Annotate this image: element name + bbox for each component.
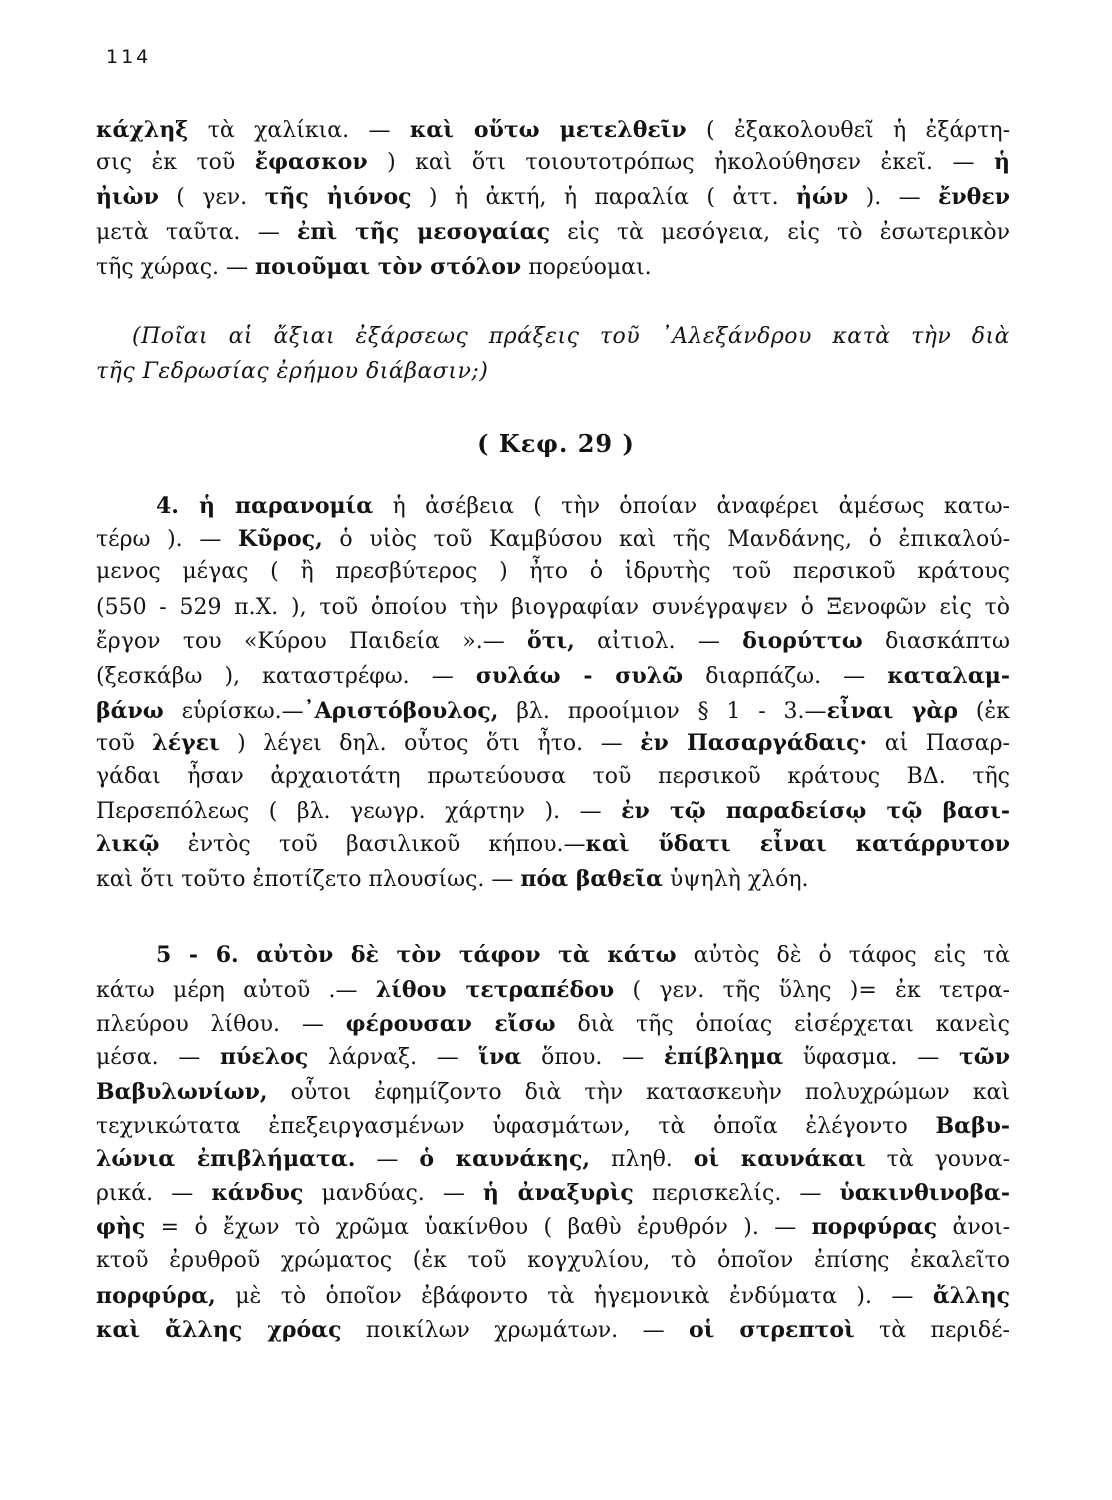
text-line <box>96 145 1010 179</box>
lemma: ἠιὼν <box>96 184 159 210</box>
gloss-text: αὐτὸς δὲ ὁ τάφος εἰς τὰ <box>676 943 1010 968</box>
gloss-text: ἔργον του «Κύρου Παιδεία ».— <box>96 629 528 654</box>
lemma: 4. ἡ παρανομία <box>156 493 374 519</box>
text-line <box>96 1279 1010 1313</box>
gloss-text: Περσεπόλεως ( βλ. γεωγρ. χάρτην ). — <box>96 799 622 824</box>
lemma: καὶ ἄλλης χρόας <box>96 1317 342 1343</box>
gloss-text: σις ἐκ τοῦ <box>96 150 255 175</box>
page-number: 114 <box>106 46 152 68</box>
gloss-text: ἐντὸς τοῦ βασιλικοῦ κήπου.— <box>159 832 586 857</box>
gloss-text: ( γεν. τῆς ὕλης )= ἐκ τετρα- <box>614 978 1010 1003</box>
text-line <box>96 113 1010 147</box>
gloss-text: ρικά. — <box>96 1181 212 1206</box>
lemma: ὅτι, <box>527 628 575 654</box>
gloss-text: ) καὶ ὅτι τοιουτοτρόπως ἠκολούθησεν ἐκεῖ. — <box>367 150 994 175</box>
text-line <box>96 250 1010 284</box>
lemma: λίθου τετραπέδου <box>375 977 615 1003</box>
gloss-text: ὅπου. — <box>521 1045 664 1070</box>
text-line <box>96 726 1010 760</box>
lemma: ἐν Πασαργάδαις· <box>640 730 868 756</box>
gloss-text: κάτω μέρη αὐτοῦ .— <box>96 978 376 1003</box>
lemma: εἶναι γὰρ <box>826 698 959 724</box>
gloss-text: ὕφασμα. — <box>783 1045 959 1070</box>
lemma: καταλαμ- <box>887 663 1011 689</box>
gloss-text: περισκελίς. — <box>633 1181 840 1206</box>
lemma: ᾿Αριστόβουλος, <box>303 698 499 724</box>
lemma: ἐν τῷ παραδείσῳ τῷ βασι- <box>621 798 1011 824</box>
lemma: ἵνα <box>478 1044 522 1070</box>
question-text: τῆς Γεδρωσίας ἐρήμου διάβασιν;) <box>96 359 489 384</box>
gloss-text: τὰ γουνα- <box>865 1147 1011 1172</box>
lemma: ἡ ἀναξυρὶς <box>482 1180 634 1206</box>
gloss-text: εἰς τὰ μεσόγεια, εἰς τὸ ἐσωτερικὸν <box>549 220 1010 245</box>
text-line <box>96 215 1010 249</box>
text-line <box>96 355 1010 389</box>
text-line <box>156 489 1010 523</box>
text-line <box>96 760 1010 794</box>
gloss-text: ὑψηλὴ χλόη. <box>662 867 809 892</box>
gloss-text: πλεύρου λίθου. — <box>96 1012 346 1037</box>
gloss-text: μενος μέγας ( ἢ πρεσβύτερος ) ἦτο ὁ ἱδρυτὴς τοῦ περσικοῦ κράτους <box>96 559 1010 584</box>
lemma: φὴς <box>96 1214 146 1240</box>
gloss-text: = ὁ ἔχων τὸ χρῶμα ὑακίνθου ( βαθὺ ἐρυθρόν ). — <box>145 1215 812 1240</box>
gloss-text: μετὰ ταῦτα. — <box>96 220 297 245</box>
lemma: λικῷ <box>96 831 160 857</box>
lemma: πόα βαθεῖα <box>520 866 663 892</box>
lemma: ἐπὶ τῆς μεσογαίας <box>296 219 550 245</box>
lemma: πύελος <box>220 1044 309 1070</box>
lemma: κάχληξ <box>96 117 189 143</box>
text-line <box>96 1176 1010 1210</box>
gloss-text: τοῦ <box>96 731 153 756</box>
text-line <box>96 973 1010 1007</box>
gloss-text: ὁ υἱὸς τοῦ Καμβύσου καὶ τῆς Μανδάνης, ὁ ἐπικαλού- <box>322 527 1011 552</box>
gloss-text: γάδαι ἦσαν ἀρχαιοτάτη πρωτεύουσα τοῦ περσικοῦ κράτους ΒΔ. τῆς <box>96 764 1010 789</box>
gloss-text: εὑρίσκω.— <box>163 699 304 724</box>
gloss-text: μέσα. — <box>96 1045 221 1070</box>
gloss-text: μανδύας. — <box>303 1181 483 1206</box>
gloss-text: τεχνικώτατα ἐπεξειργασμένων ὑφασμάτων, τὰ ὁποῖα ἐλέγοντο <box>96 1114 936 1139</box>
gloss-text: τέρω ). — <box>96 527 239 552</box>
text-line <box>96 555 1010 589</box>
text-line <box>156 938 1010 972</box>
gloss-text: (ἐκ <box>958 699 1010 724</box>
gloss-text: αἰτιολ. — <box>574 629 743 654</box>
text-line <box>96 1313 1010 1347</box>
gloss-text: πληθ. <box>590 1147 694 1172</box>
gloss-text: ποικίλων χρωμάτων. — <box>341 1318 689 1343</box>
lemma: ἡ <box>994 149 1010 175</box>
lemma: βάνω <box>96 698 164 724</box>
lemma: 5 - 6. αὐτὸν δὲ τὸν τάφον τὰ κάτω <box>156 942 677 968</box>
lemma: ποιοῦμαι τὸν στόλον <box>255 254 522 280</box>
gloss-text: ἡ ἀσέβεια ( τὴν ὁποίαν ἀναφέρει ἀμέσως κατω- <box>373 494 1010 519</box>
lemma: Κῦρος, <box>238 526 323 552</box>
gloss-text: μὲ τὸ ὁποῖον ἐβάφοντο τὰ ἡγεμονικὰ ἐνδύματα ). — <box>215 1284 933 1309</box>
lemma: φέρουσαν εἴσω <box>345 1011 556 1037</box>
lemma: τῆς ἠιόνος <box>264 184 412 210</box>
text-line <box>96 1142 1010 1176</box>
lemma: ἄλλης <box>932 1283 1010 1309</box>
lemma: καὶ οὕτω μετελθεῖν <box>409 117 687 143</box>
lemma: τῶν <box>959 1044 1011 1070</box>
lemma: ἔφασκον <box>254 149 368 175</box>
gloss-text: (550 - 529 π.Χ. ), τοῦ ὁποίου τὴν βιογραφίαν συνέγραψεν ὁ Ξενοφῶν εἰς τὸ <box>96 595 1010 620</box>
gloss-text: λάρναξ. — <box>308 1045 479 1070</box>
lemma: λέγει <box>152 730 220 756</box>
text-line <box>96 624 1010 658</box>
gloss-text: τὰ περιδέ- <box>854 1318 1010 1343</box>
lemma: ἔνθεν <box>938 184 1010 210</box>
lemma: διορύττω <box>742 628 863 654</box>
text-line <box>96 522 1010 556</box>
text-line <box>132 320 1010 354</box>
gloss-text: βλ. προοίμιον § 1 - 3.— <box>498 699 827 724</box>
gloss-text: τῆς χώρας. — <box>96 255 256 280</box>
lemma: ἠών <box>796 184 849 210</box>
gloss-text: (ξεσκάβω ), καταστρέφω. — <box>96 664 476 689</box>
text-line <box>96 1075 1010 1109</box>
lemma: πορφύρα, <box>96 1283 216 1309</box>
lemma: ὁ καυνάκης, <box>419 1146 591 1172</box>
text-line <box>96 1040 1010 1074</box>
text-line <box>96 827 1010 861</box>
text-line <box>96 862 1010 896</box>
gloss-text: καὶ ὅτι τοῦτο ἐποτίζετο πλουσίως. — <box>96 867 521 892</box>
lemma: οἱ καυνάκαι <box>693 1146 866 1172</box>
gloss-text: διαρπάζω. — <box>683 664 888 689</box>
gloss-text: διὰ τῆς ὁποίας εἰσέρχεται κανεὶς <box>555 1012 1010 1037</box>
text-line <box>96 1109 1010 1143</box>
lemma: Βαβυλωνίων, <box>96 1079 268 1105</box>
lemma: οἱ στρεπτοὶ <box>688 1317 855 1343</box>
gloss-text: ) ἡ ἀκτή, ἡ παραλία ( ἀττ. <box>411 185 796 210</box>
gloss-text: ). — <box>848 185 939 210</box>
lemma: ὑακινθινοβα- <box>839 1180 1010 1206</box>
gloss-text: πορεύομαι. <box>521 255 652 280</box>
chapter-heading: ( Κεφ. 29 ) <box>477 429 635 458</box>
lemma: κάνδυς <box>211 1180 304 1206</box>
gloss-text: τὰ χαλίκια. — <box>188 118 410 143</box>
gloss-text: ) λέγει δηλ. οὗτος ὅτι ἦτο. — <box>219 731 641 756</box>
text-line <box>96 1007 1010 1041</box>
question-text: (Ποῖαι αἱ ἄξιαι ἐξάρσεως πράξεις τοῦ ᾿Αλεξάνδρου κατὰ τὴν διὰ <box>132 324 1010 349</box>
gloss-text: — <box>355 1147 420 1172</box>
lemma: καὶ ὕδατι εἶναι κατάρρυτον <box>585 831 1010 857</box>
text-line <box>96 659 1010 693</box>
gloss-text: ( ἐξακολουθεῖ ἡ ἐξάρτη- <box>686 118 1011 143</box>
lemma: συλάω - συλῶ <box>475 663 684 689</box>
lemma: λώνια ἐπιβλήματα. <box>96 1146 356 1172</box>
lemma: ἐπίβλημα <box>663 1044 784 1070</box>
lemma: πορφύρας <box>811 1214 938 1240</box>
gloss-text: διασκάπτω <box>862 629 1010 654</box>
gloss-text: ἀνοι- <box>937 1215 1010 1240</box>
text-line <box>96 591 1010 625</box>
lemma: Βαβυ- <box>935 1113 1010 1139</box>
text-line <box>96 694 1010 728</box>
gloss-text: ( γεν. <box>158 185 265 210</box>
gloss-text: κτοῦ ἐρυθροῦ χρώματος (ἐκ τοῦ κογχυλίου, τὸ ὁποῖον ἐπίσης ἐκαλεῖτο <box>96 1248 1010 1273</box>
text-line <box>96 1244 1010 1278</box>
gloss-text: αἱ Πασαρ- <box>867 731 1010 756</box>
text-line <box>96 180 1010 214</box>
gloss-text: οὗτοι ἐφημίζοντο διὰ τὴν κατασκευὴν πολυχρώμων καὶ <box>267 1080 1010 1105</box>
text-line <box>96 1210 1010 1244</box>
text-line <box>96 794 1010 828</box>
